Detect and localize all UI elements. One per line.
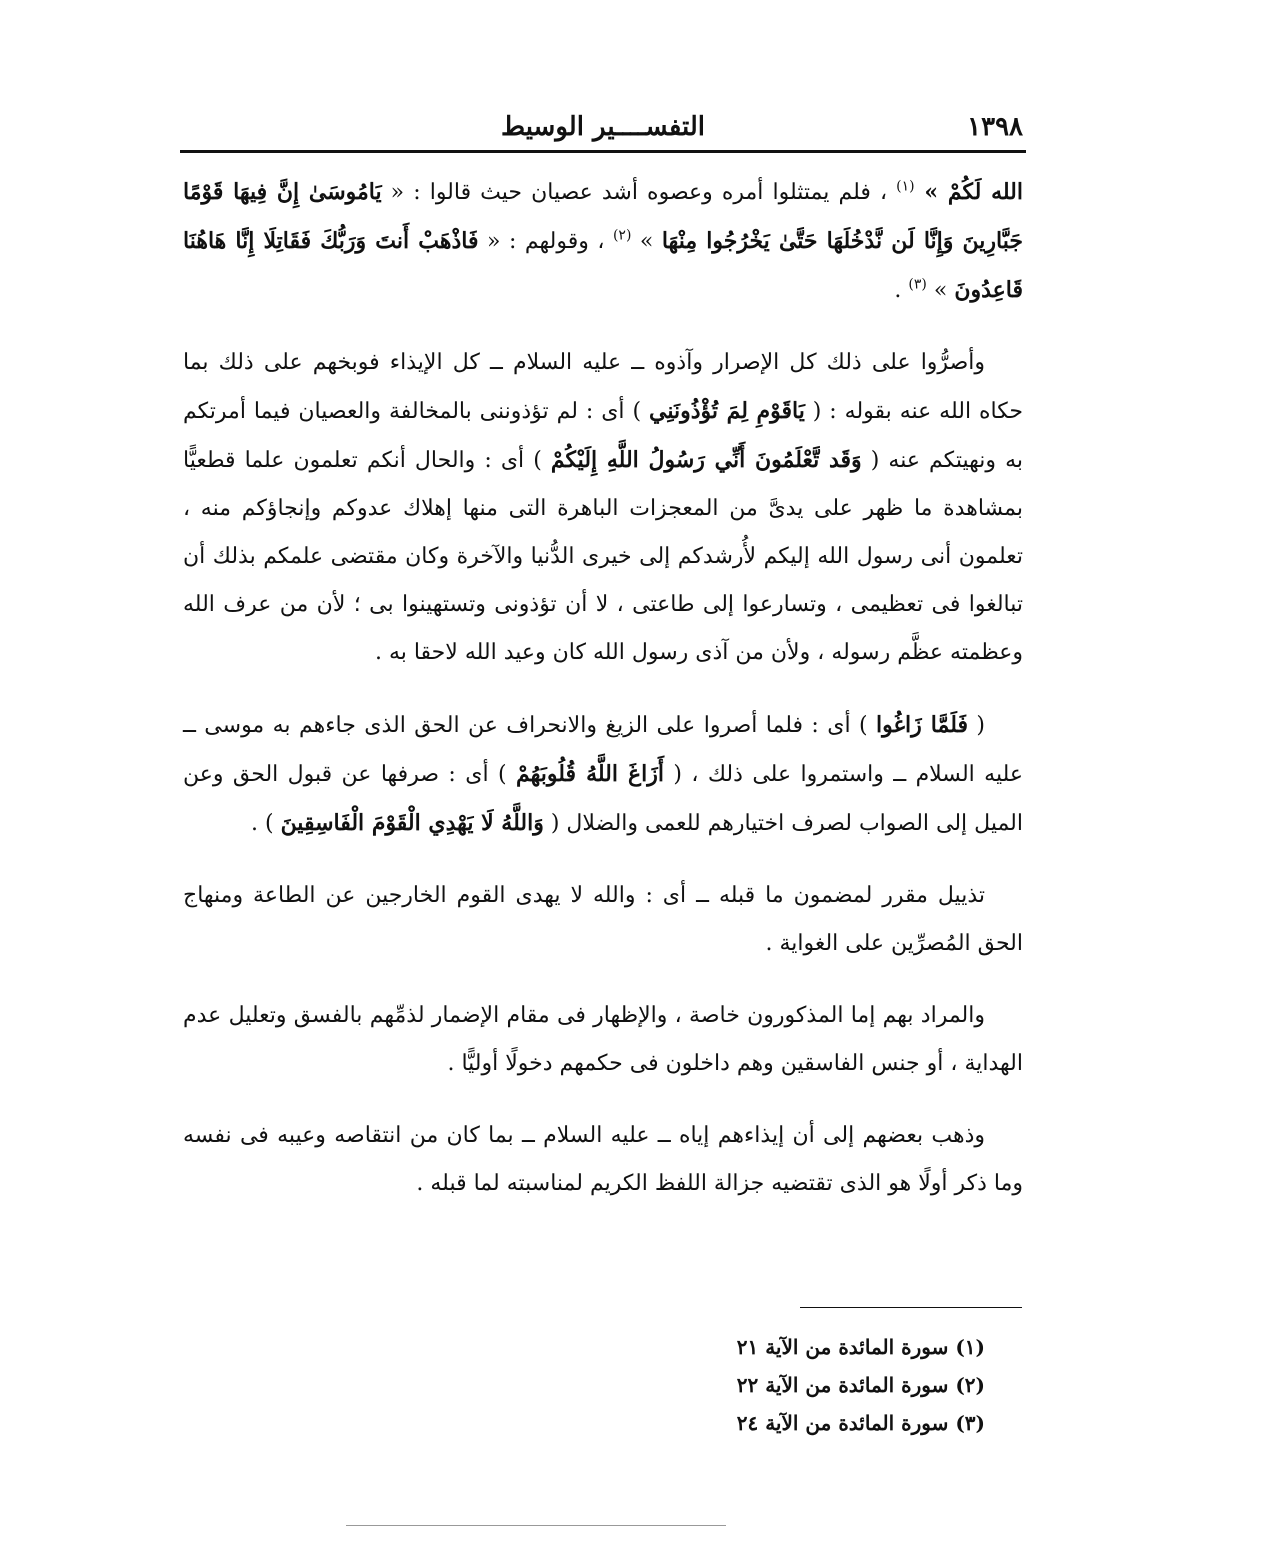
quran-quote: يَامُوسَىٰ إِنَّ فِيهَا قَوْمًا جَبَّارِينَ وَإِنَّا لَن نَّدْخُلَهَا حَتَّىٰ يَخْرُجُوا مِنْهَا [183, 179, 1023, 254]
commentary-text: وأصرُّوا على ذلك كل الإصرار وآذوه ــ عليه السلام ــ كل الإيذاء فوبخهم على ذلك بما حكاه الله عنه بقوله : ( [183, 350, 1023, 424]
paragraph-gap [183, 1088, 1023, 1112]
footnote-2: (٢) سورة المائدة من الآية ٢٢ [736, 1373, 985, 1397]
footnote-rule [800, 1307, 1022, 1308]
paragraph-6 [183, 1112, 1023, 1208]
footnote-reference: (٢) [612, 227, 632, 244]
header-rule [180, 150, 1026, 153]
quran-quote: فَاذْهَبْ أَنتَ وَرَبُّكَ فَقَاتِلَا إِنَّا هَاهُنَا قَاعِدُونَ [183, 228, 1023, 303]
paragraph-2 [183, 339, 1023, 677]
commentary-text: ) . [251, 811, 281, 836]
bottom-scan-line [346, 1525, 726, 1526]
body-text [183, 168, 1023, 1208]
commentary-text: تذييل مقرر لمضمون ما قبله ــ أى : والله لا يهدى القوم الخارجين عن الطاعة ومنهاج الحق المُصرِّين على الغواية . [183, 883, 1023, 956]
commentary-text: ) أى : لم تؤذوننى بالمخالفة والعصيان فيما أمرتكم به ونهيتكم عنه ( [183, 399, 1023, 473]
running-title: التفســــير الوسيط [501, 112, 705, 142]
commentary-text: والمراد بهم إما المذكورون خاصة ، والإظهار فى مقام الإضمار لذمِّهم بالفسق وتعليل عدم الهداية ، أو جنس الفاسقين وهم داخلون فى حكمهم دخولًا أوليًّا . [183, 1003, 1023, 1076]
footnote-reference: (٣) [908, 276, 927, 293]
commentary-text: ) أى : والحال أنكم تعلمون علما قطعيًّا بمشاهدة ما ظهر على يدىَّ من المعجزات الباهرة التى منها إهلاك عدوكم وإنجاؤكم منه ، تعلمون أنى رسول الله إليكم لأُرشدكم إلى خيرى الدُّنيا والآخرة وكان مقتضى علمكم بذلك أن تبالغوا فى تعظيمى ، وتسارعوا إلى طاعتى ، لا أن تؤذونى وتستهينوا بى ؛ لأن من عرف الله وعظمته عظَّم رسوله ، ولأن من آذى رسول الله كان وعيد الله لاحقا به . [183, 448, 1023, 665]
quran-quote: وَقَد تَّعْلَمُونَ أَنِّي رَسُولُ اللَّهِ إِلَيْكُمْ [550, 447, 862, 473]
commentary-text: » [926, 278, 955, 303]
paragraph-gap [183, 677, 1023, 701]
commentary-text: » [631, 229, 662, 254]
commentary-text: وذهب بعضهم إلى أن إيذاءهم إياه ــ عليه السلام ــ بما كان من انتقاصه وعيبه فى نفسه وما ذكر أولًا هو الذى تقتضيه جزالة اللفظ الكريم لمناسبته لما قبله . [183, 1123, 1023, 1196]
page-header [183, 108, 1023, 148]
quran-quote: يَاقَوْمِ لِمَ تُؤْذُونَنِي [648, 398, 805, 424]
commentary-text: ) أى : فلما أصروا على الزيغ والانحراف عن الحق الذى جاءهم به موسى ــ عليه السلام ــ واستمروا على ذلك ، ( [183, 713, 1023, 787]
commentary-text: ( [968, 713, 985, 738]
quran-quote: الله لَكُمْ » [914, 179, 1023, 205]
commentary-text: ، وقولهم : « [478, 229, 613, 254]
paragraph-4 [183, 872, 1023, 968]
quran-quote: وَاللَّهُ لَا يَهْدِي الْقَوْمَ الْفَاسِقِينَ [280, 810, 544, 836]
quran-quote: أَزَاغَ اللَّهُ قُلُوبَهُمْ [515, 761, 665, 787]
commentary-text: . [894, 278, 909, 303]
paragraph-5 [183, 992, 1023, 1088]
commentary-text: ، فلم يمتثلوا أمره وعصوه أشد عصيان حيث قالوا : « [381, 180, 897, 205]
paragraph-3 [183, 701, 1023, 848]
footnote-1: (١) سورة المائدة من الآية ٢١ [736, 1335, 985, 1359]
footnote-3: (٣) سورة المائدة من الآية ٢٤ [736, 1411, 985, 1435]
paragraph-gap [183, 968, 1023, 992]
commentary-text: ) أى : صرفها عن قبول الحق وعن الميل إلى الصواب لصرف اختيارهم للعمى والضلال ( [183, 762, 1023, 836]
footnote-reference: (١) [896, 178, 915, 195]
paragraph-1 [183, 168, 1023, 315]
paragraph-gap [183, 848, 1023, 872]
page-number: ١٣٩٨ [967, 112, 1023, 142]
paragraph-gap [183, 315, 1023, 339]
quran-quote: فَلَمَّا زَاغُوا [875, 712, 968, 738]
footnotes [600, 1328, 985, 1442]
